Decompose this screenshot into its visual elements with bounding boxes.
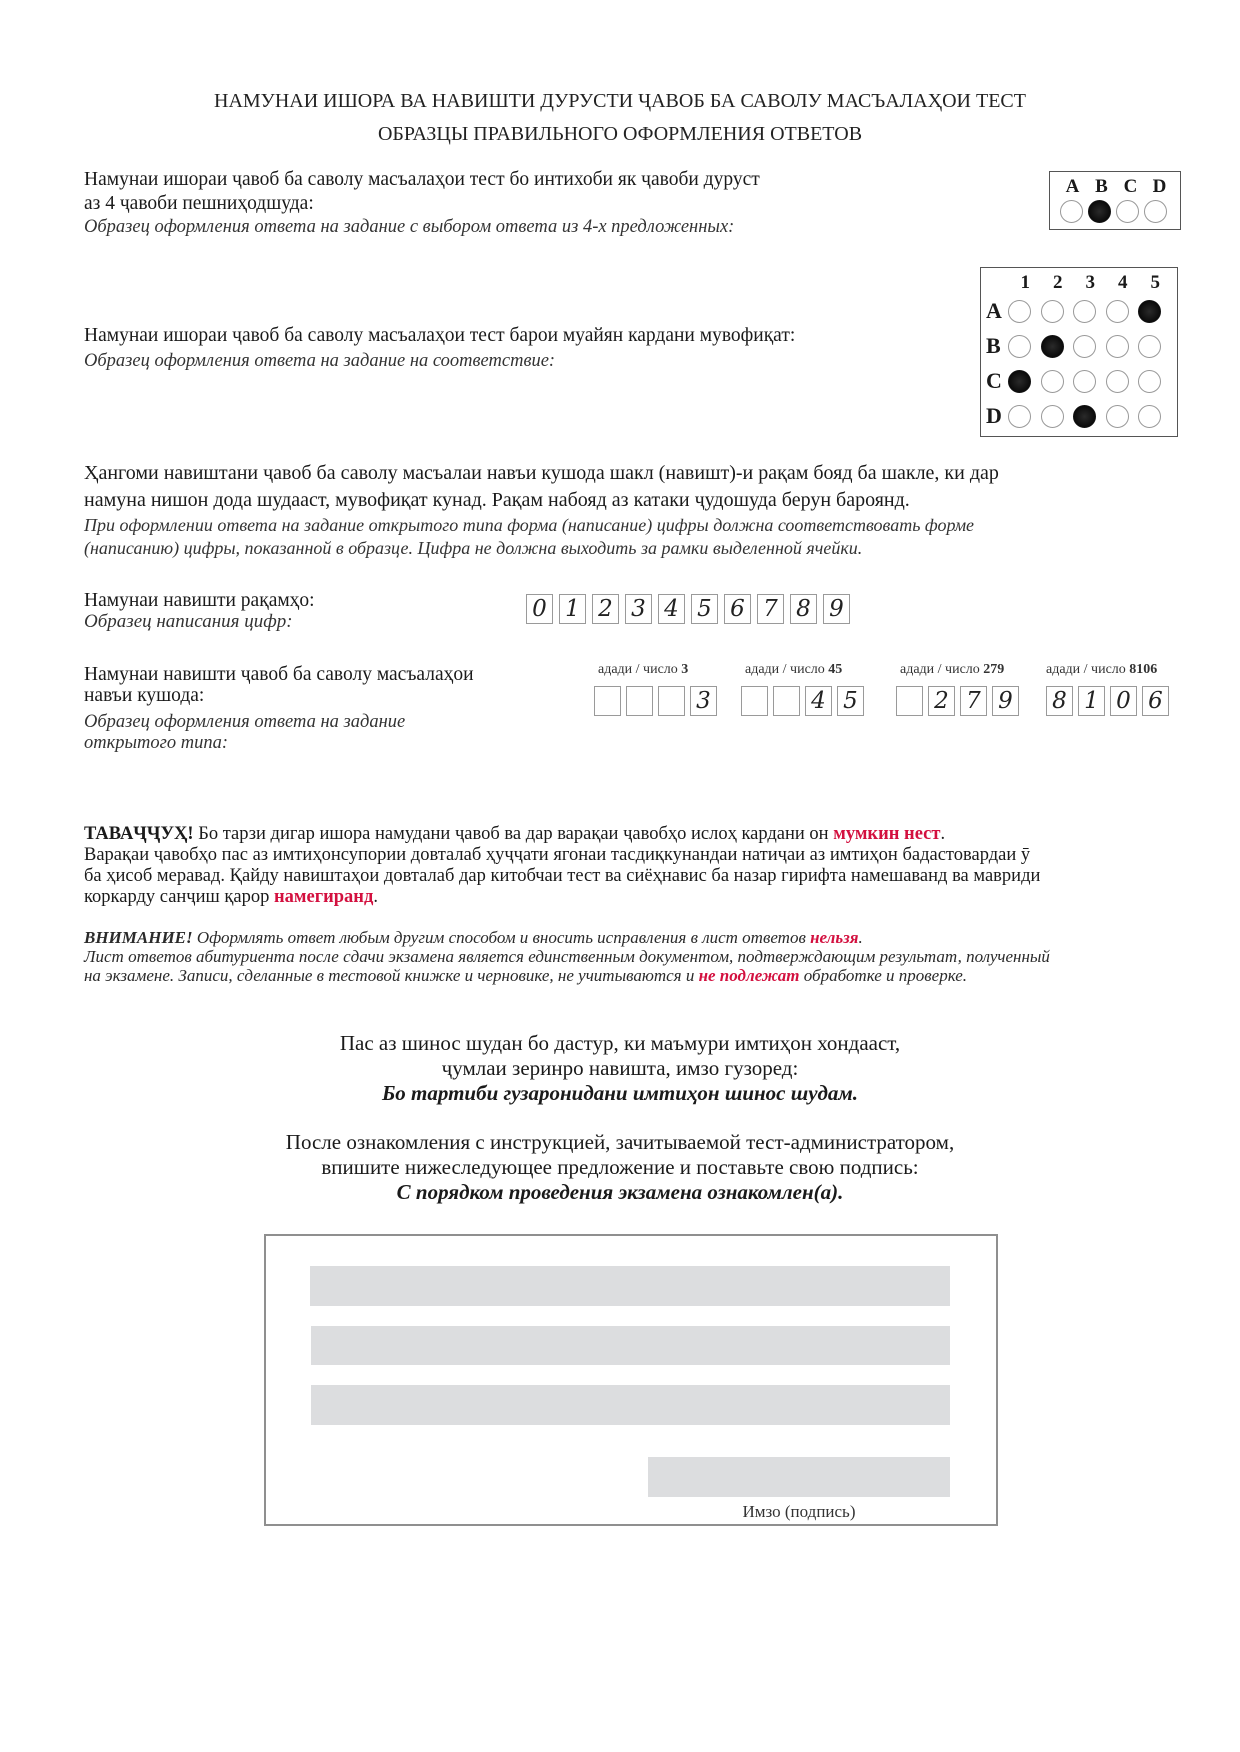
option-bubble-a [1060, 200, 1083, 223]
punct: . [858, 928, 863, 947]
answer-cell [773, 686, 800, 716]
open-answer-example-279 [896, 662, 1019, 716]
handwriting-line-1[interactable] [310, 1266, 950, 1306]
signature-label: Имзо (подпись) [742, 1502, 856, 1521]
signature-phrase-tj: Бо тартиби гузаронидани имтиҳон шинос шудам. [381, 1081, 859, 1105]
example-label: адади / число [900, 662, 984, 677]
page-title-tj: НАМУНАИ ИШОРА ВА НАВИШТИ ДУРУСТИ ҶАВОБ БА САВОЛУ МАСЪАЛАҲОИ ТЕСТ [214, 90, 1026, 112]
answer-cell: 5 [837, 686, 864, 716]
matching-row-b [986, 333, 1161, 359]
warning-ru-line2: Лист ответов абитуриента после сдачи экзамена является единственным документом, подтверждающим результат, полученный [84, 947, 1050, 966]
open-answer-example-45 [741, 662, 864, 716]
page-title-ru: ОБРАЗЦЫ ПРАВИЛЬНОГО ОФОРМЛЕНИЯ ОТВЕТОВ [377, 123, 863, 145]
signature-box [264, 1234, 998, 1526]
bubble [1106, 370, 1129, 393]
digit-cell: 3 [625, 594, 652, 624]
answer-cell [658, 686, 685, 716]
row-label-a: A [986, 298, 1002, 323]
example-label: адади / число [1046, 662, 1130, 677]
bubble-filled [1041, 335, 1064, 358]
column-label-2: 2 [1053, 272, 1063, 293]
matching-row-c [986, 368, 1161, 394]
answer-cell: 4 [805, 686, 832, 716]
open-answer-label-ru-line1: Образец оформления ответа на задание [84, 712, 406, 732]
digit-cell: 6 [724, 594, 751, 624]
example-value: 3 [681, 662, 689, 677]
signature-instructions-tj-line2: ҷумлаи зеринро навишта, имзо гузоред: [441, 1056, 799, 1080]
answer-cell: 6 [1142, 686, 1169, 716]
open-answer-label-tj-line2: навъи кушода: [84, 685, 205, 706]
option-bubble-c [1116, 200, 1139, 223]
digits-sample-label [84, 590, 315, 633]
option-bubble-b-filled [1088, 200, 1111, 223]
warning-ru [84, 928, 1050, 985]
row-label-d: D [986, 403, 1002, 428]
open-answer-label-ru [84, 712, 405, 754]
bubble [1041, 370, 1064, 393]
digits-sample-label-tj: Намунаи навишти рақамҳо: [84, 590, 315, 611]
warning-tj [84, 824, 1040, 908]
option-bubble-d [1144, 200, 1167, 223]
option-label-d: D [1152, 176, 1167, 197]
warning-tj-text: Бо тарзи дигар ишора намудани ҷавоб ва дар варақаи ҷавобҳо ислоҳ кардани он [193, 824, 834, 844]
warning-tj-head: ТАВАҶҶУҲ! [84, 824, 194, 844]
signature-phrase-ru: С порядком проведения экзамена ознакомлен(а). [396, 1180, 844, 1204]
bubble [1008, 335, 1031, 358]
option-label-c: C [1123, 176, 1138, 197]
warning-tj-line4: коркарду санҷиш қарор [84, 887, 274, 907]
warning-tj-red-2: намегиранд [273, 887, 374, 907]
answer-cell: 8 [1046, 686, 1073, 716]
bubble [1138, 405, 1161, 428]
answer-cell: 3 [690, 686, 717, 716]
punct: . [373, 887, 378, 907]
answer-cell [741, 686, 768, 716]
bubble [1008, 405, 1031, 428]
bubble [1106, 405, 1129, 428]
column-label-1: 1 [1020, 272, 1030, 293]
digit-cell: 5 [691, 594, 718, 624]
open-answer-example-3 [594, 662, 717, 716]
matching-row-a [986, 298, 1161, 324]
digit-cell: 4 [658, 594, 685, 624]
signature-instructions-ru-line2: впишите нижеследующее предложение и поставьте свою подпись: [321, 1155, 919, 1179]
matching-text-tj: Намунаи ишораи ҷавоб ба саволу масъалаҳои тест барои муайян кардани мувофиқат: [84, 325, 796, 346]
digit-cell: 0 [526, 594, 553, 624]
digit-cell: 7 [757, 594, 784, 624]
bubble [1008, 300, 1031, 323]
single-choice-text-tj [84, 168, 760, 216]
warning-tj-line2: Варақаи ҷавобҳо пас аз имтиҳонсупории довталаб ҳуҷҷати ягонаи тасдиқкунандаи натиҷаи аз имтиҳон бадастовардаи ӯ [84, 845, 1031, 865]
single-choice-text-tj-line1: Намунаи ишораи ҷавоб ба саволу масъалаҳои тест бо интихоби як ҷавоби дуруст [84, 169, 760, 190]
answer-cell [896, 686, 923, 716]
handwriting-line-2[interactable] [311, 1326, 950, 1365]
open-answer-label-tj-line1: Намунаи навишти ҷавоб ба саволу масъалаҳои [84, 664, 474, 685]
digit-cell: 2 [592, 594, 619, 624]
open-instructions-tj [84, 460, 999, 514]
bubble-filled [1073, 405, 1096, 428]
warning-tj-red: мумкин нест [833, 824, 941, 844]
signature-instructions-tj-line1: Пас аз шинос шудан бо дастур, ки маъмури имтиҳон хондааст, [339, 1031, 901, 1055]
digits-sample-row [526, 594, 850, 624]
bubble-filled [1138, 300, 1161, 323]
answer-cell [626, 686, 653, 716]
example-value: 45 [828, 662, 843, 677]
bubble [1041, 405, 1064, 428]
warning-ru-red: нельзя [810, 928, 859, 947]
warning-ru-line3: на экзамене. Записи, сделанные в тестовой книжке и черновике, не учитываются и [84, 966, 699, 985]
warning-ru-red-2: не подлежат [698, 966, 800, 985]
open-instructions-ru-line1: При оформлении ответа на задание открытого типа форма (написание) цифры должна соответствовать форме [84, 515, 975, 535]
matching-sample-grid [980, 267, 1178, 437]
warning-tj-line3: ба ҳисоб меравад. Қайду навиштаҳои довталаб дар китобчаи тест ва сиёҳнавис ба назар гирифта намешаванд ва мавриди [84, 866, 1041, 886]
bubble [1138, 335, 1161, 358]
column-label-4: 4 [1118, 272, 1128, 293]
answer-cell [594, 686, 621, 716]
warning-ru-text: Оформлять ответ любым другим способом и вносить исправления в лист ответов [192, 928, 811, 947]
example-value: 8106 [1129, 662, 1158, 677]
open-answer-example-8106 [1046, 662, 1169, 716]
bubble [1073, 300, 1096, 323]
punct: . [940, 824, 946, 844]
open-instructions-tj-line2: намуна нишон дода шудааст, мувофиқат кунад. Рақам набояд аз катаки ҷудошуда берун бароянд. [84, 489, 910, 511]
answer-cell: 1 [1078, 686, 1105, 716]
option-label-a: A [1065, 176, 1080, 197]
bubble-filled [1008, 370, 1031, 393]
bubble [1106, 335, 1129, 358]
option-label-b: B [1095, 176, 1108, 197]
bubble [1106, 300, 1129, 323]
single-choice-sample-box [1049, 171, 1181, 230]
open-instructions-tj-line1: Ҳангоми навиштани ҷавоб ба саволу масъалаи навъи кушода шакл (навишт)-и рақам бояд ба шакле, ки дар [84, 462, 999, 484]
digit-cell: 9 [823, 594, 850, 624]
example-label: адади / число [745, 662, 829, 677]
signature-field[interactable] [648, 1457, 950, 1497]
single-choice-text-tj-line2: аз 4 ҷавоби пешниҳодшуда: [84, 193, 314, 214]
answer-cell: 7 [960, 686, 987, 716]
digit-cell: 8 [790, 594, 817, 624]
row-label-b: B [986, 333, 1001, 358]
digits-sample-label-ru: Образец написания цифр: [84, 611, 293, 632]
warning-ru-head: ВНИМАНИЕ! [84, 928, 193, 947]
bubble [1073, 370, 1096, 393]
signature-instructions-ru [0, 1130, 1240, 1205]
single-choice-text-ru: Образец оформления ответа на задание с выбором ответа из 4-х предложенных: [84, 217, 735, 237]
example-value: 279 [983, 662, 1005, 677]
answer-cell: 0 [1110, 686, 1137, 716]
signature-instructions-ru-line1: После ознакомления с инструкцией, зачитываемой тест-администратором, [285, 1130, 955, 1154]
answer-cell: 2 [928, 686, 955, 716]
warning-ru-line3-end: обработке и проверке. [799, 966, 968, 985]
open-answer-label-tj [84, 664, 474, 706]
bubble [1138, 370, 1161, 393]
bubble [1041, 300, 1064, 323]
bubble [1073, 335, 1096, 358]
column-label-3: 3 [1085, 272, 1095, 293]
open-instructions-ru-line2: (написанию) цифры, показанной в образце. Цифра не должна выходить за рамки выделенной ячейки. [84, 538, 863, 558]
column-label-5: 5 [1150, 272, 1160, 293]
open-instructions-ru [84, 514, 974, 560]
answer-cell: 9 [992, 686, 1019, 716]
open-answer-label-ru-line2: открытого типа: [84, 733, 229, 753]
digit-cell: 1 [559, 594, 586, 624]
handwriting-line-3[interactable] [311, 1385, 950, 1425]
signature-instructions-tj [0, 1031, 1240, 1106]
row-label-c: C [986, 368, 1002, 393]
matching-row-d [986, 403, 1161, 429]
example-label: адади / число [598, 662, 682, 677]
matching-text-ru: Образец оформления ответа на задание на соответствие: [84, 351, 556, 371]
